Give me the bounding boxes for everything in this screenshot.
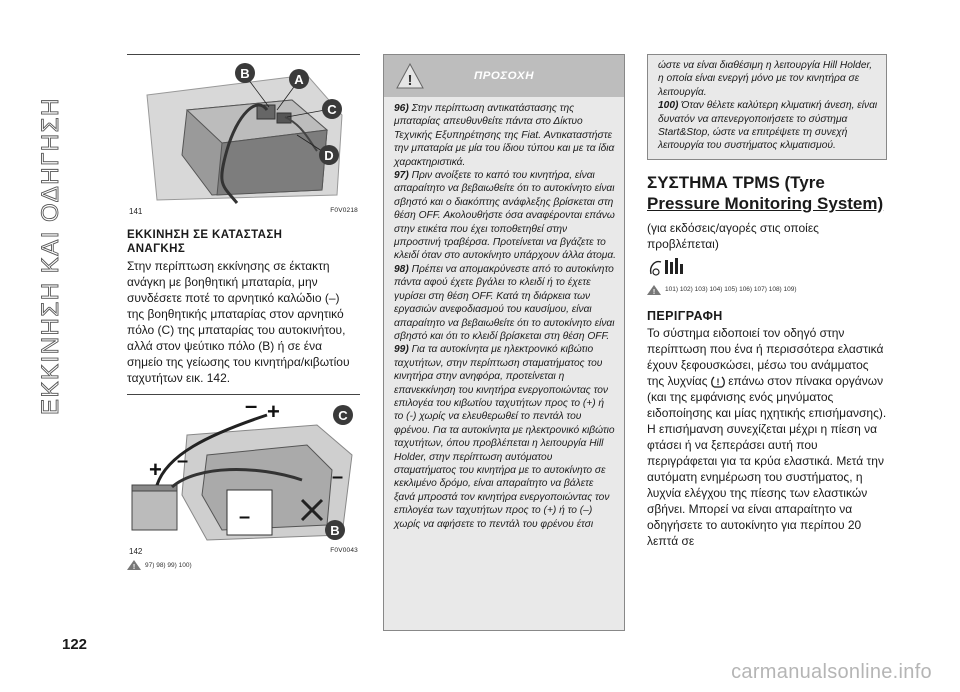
tpms-availability-icon xyxy=(647,256,687,278)
figure-142-refs-text: 97) 98) 99) 100) xyxy=(145,561,192,569)
svg-text:B: B xyxy=(240,66,250,81)
figure-142 xyxy=(127,394,360,545)
warning-box xyxy=(383,54,625,631)
tpms-description-body: Το σύστημα ειδοποιεί τον οδηγό στην περίπτωση που ένα ή περισσότερα ελαστικά έχουν ξεφουσκώσει, μέσω του ανάμματος της λυχνίας ! επάνω στον πίνακα οργάνων (και της εμφάνισης ενός μηνύματος ειδοποίησης και μίας ηχητικής επισήμανσης). Η επισήμανση συνεχίζεται μέχρι η πίεση να φτάσει ή να ξεπεράσει αυτή που περιγράφεται για τα κρύα ελαστικά. Μετά την αυτόματη ενημέρωση του συστήματος, η λυχνία ελέγχου της πίεσης των ελαστικών σβήνει. Μπορεί να είναι απαραίτητο να οδηγήσετε το αυτοκίνητο για περίπου 20 λεπτά σε xyxy=(647,325,887,548)
figure-142-caption xyxy=(127,547,360,556)
tpms-refs xyxy=(647,285,887,295)
warning-item-100: 100) Όταν θέλετε καλύτερη κλιματική άνεση, είναι δυνατόν να απενεργοποιήσετε το σύστημα Start&Stop, ώστε να επιτρέψετε τη συνεχή λειτουργία του συστήματος κλιματισμού. xyxy=(658,100,878,152)
chapter-side-title xyxy=(22,10,70,430)
figure-141-number: 141 xyxy=(129,207,143,216)
warning-item-96: 96) Στην περίπτωση αντικατάστασης της μπαταρίας απευθυνθείτε πάντα στο Δίκτυο Τεχνικής Εξυπηρέτησης της Fiat. Αντικαταστήστε την μπαταρία με μία του ίδιου τύπου και με τα ίδια χαρακτηριστικά. xyxy=(394,103,615,168)
label-a xyxy=(289,69,309,89)
section-emergency-start-heading xyxy=(127,228,360,256)
tyre-pressure-warning-icon xyxy=(711,375,725,389)
watermark: carmanualsonline.info xyxy=(731,661,932,683)
svg-text:+: + xyxy=(149,457,162,482)
svg-text:!: ! xyxy=(407,72,413,89)
column-left xyxy=(127,54,360,570)
svg-text:!: ! xyxy=(652,288,656,295)
tpms-symbol xyxy=(647,256,887,283)
svg-text:C: C xyxy=(338,408,348,423)
warning-title: ΠΡΟΣΟΧΗ xyxy=(473,70,535,82)
page-number: 122 xyxy=(62,636,88,653)
svg-text:C: C xyxy=(327,102,337,117)
warning-item-98: 98) Πρέπει να απομακρύνεστε από το αυτοκίνητο πάντα αφού έχετε βγάλει το κλειδί ή το έχετε γυρίσει στη θέση OFF. Κατά τη διάρκεια των εργασιών ανεφοδιασμού του καυσίμου, είναι απαραίτητο να βεβαιωθείτε ότι το αυτοκίνητο είναι σβηστό και ότι το κλειδί βρίσκεται στη θέση OFF. xyxy=(394,263,615,342)
tpms-refs-text: 101) 102) 103) 104) 105) 106) 107) 108) 109) xyxy=(665,286,797,294)
tpms-heading-line-1: ΣΥΣΤΗΜΑ TPMS (Tyre xyxy=(647,172,825,192)
svg-text:D: D xyxy=(324,148,334,163)
label-b-142 xyxy=(325,520,345,540)
column-right xyxy=(647,54,887,549)
warning-item-99: 99) Για τα αυτοκίνητα με ηλεκτρονικό κιβώτιο ταχυτήτων, στην περίπτωση σταματήματος του κινητήρα στην ανηφόρα, προτείνεται η επανεκκίνηση του κινητήρα ενεργοποιώντας τον επιλογέα του κιβωτίου ταχυτήτων προς το (+) ή το (-) χωρίς να ελευθερωθεί το πεντάλ του φρένου. Για τα αυτοκίνητα με ηλεκτρονικό κιβώτιο ταχυτήτων, όπου προβλέπεται η λειτουργία Hill Holder, στην περίπτωση αυτόματου σταματήματος του κινητήρα με το αυτοκίνητο σε κεκλιμένο δρόμο, είναι απαραίτητο να βάλετε ξανά μπροστά τον κινητήρα ενεργοποιώντας τον επιλογέα των ταχυτήτων προς το (+) ή το (–) χωρίς να αφήσετε το πεντάλ του φρένου έτσι xyxy=(394,344,615,530)
tpms-heading xyxy=(647,172,887,214)
svg-text:A: A xyxy=(294,72,304,87)
tpms-intro: (για εκδόσεις/αγορές στις οποίες προβλέπεται) xyxy=(647,220,819,251)
figure-142-number: 142 xyxy=(129,547,143,556)
figure-142-code: F0V0043 xyxy=(330,547,358,554)
battery-illustration-141 xyxy=(127,55,360,205)
column-middle xyxy=(383,54,625,631)
warning-icon xyxy=(396,63,424,89)
figure-141-caption xyxy=(127,207,360,216)
warning-item-97: 97) Πριν ανοίξετε το καπό του κινητήρα, είναι απαραίτητο να βεβαιωθείτε ότι το αυτοκίνητο είναι σβηστό και ο διακόπτης ανάφλεξης βρίσκεται στη θέση OFF. Ακολουθήστε όσα αναφέρονται επάνω στην ετικέτα που έχει τοποθετηθεί στην μπροστινή τραβέρσα. Προτείνεται να βγάζετε το κλειδί όταν στο αυτοκίνητο υπάρχουν άλλα άτομα. xyxy=(394,170,616,262)
svg-text:–: – xyxy=(239,506,251,528)
figure-142-refs xyxy=(127,560,360,570)
heading-line-1: ΕΚΚΙΝΗΣΗ ΣΕ ΚΑΤΑΣΤΑΣΗ xyxy=(127,229,283,241)
svg-text:!: ! xyxy=(132,564,136,570)
warning-header xyxy=(384,55,624,97)
svg-text:–: – xyxy=(177,450,189,472)
figure-141-code: F0V0218 xyxy=(330,207,358,214)
svg-text:B: B xyxy=(330,523,340,538)
warning-cont-text: ώστε να είναι διαθέσιμη η λειτουργία Hill Holder, η οποία είναι ενεργή μόνο με τον κινητήρα σε λειτουργία. xyxy=(658,60,873,98)
warning-body xyxy=(384,97,624,531)
svg-text:–: – xyxy=(245,395,258,418)
label-c xyxy=(322,99,342,119)
label-c-142 xyxy=(333,405,353,425)
section-emergency-start-body: Στην περίπτωση εκκίνησης σε έκτακτη ανάγκη με βοηθητική μπαταρία, μην συνδέσετε ποτέ το αρνητικό καλώδιο (–) της βοηθητικής μπαταρίας στον αρνητικό πόλο (C) της μπαταρίας του αυτοκινήτου, αλλά στον ψεύτικο πόλο (B) ή σε ένα σημείο της γείωσης του κινητήρα/κιβωτίου ταχυτήτων εικ. 142. xyxy=(127,259,350,385)
warning-ref-icon xyxy=(127,560,141,570)
figure-141 xyxy=(127,54,360,205)
tpms-heading-line-2: Pressure Monitoring System) xyxy=(647,193,884,213)
svg-text:–: – xyxy=(332,466,344,488)
svg-text:!: ! xyxy=(716,376,720,387)
tpms-description-heading: ΠΕΡΙΓΡΑΦΗ xyxy=(647,308,723,323)
warning-box-continued xyxy=(647,54,887,160)
jump-start-illustration-142 xyxy=(127,395,360,545)
chapter-title-text: ΕΚΚΙΝΗΣΗ ΚΑΙ ΟΔΗΓΗΣΗ xyxy=(37,97,64,415)
warning-ref-icon xyxy=(647,285,661,295)
heading-line-2: ΑΝΑΓΚΗΣ xyxy=(127,243,186,255)
label-b xyxy=(235,63,255,83)
label-d xyxy=(319,145,339,165)
svg-text:+: + xyxy=(267,399,280,424)
